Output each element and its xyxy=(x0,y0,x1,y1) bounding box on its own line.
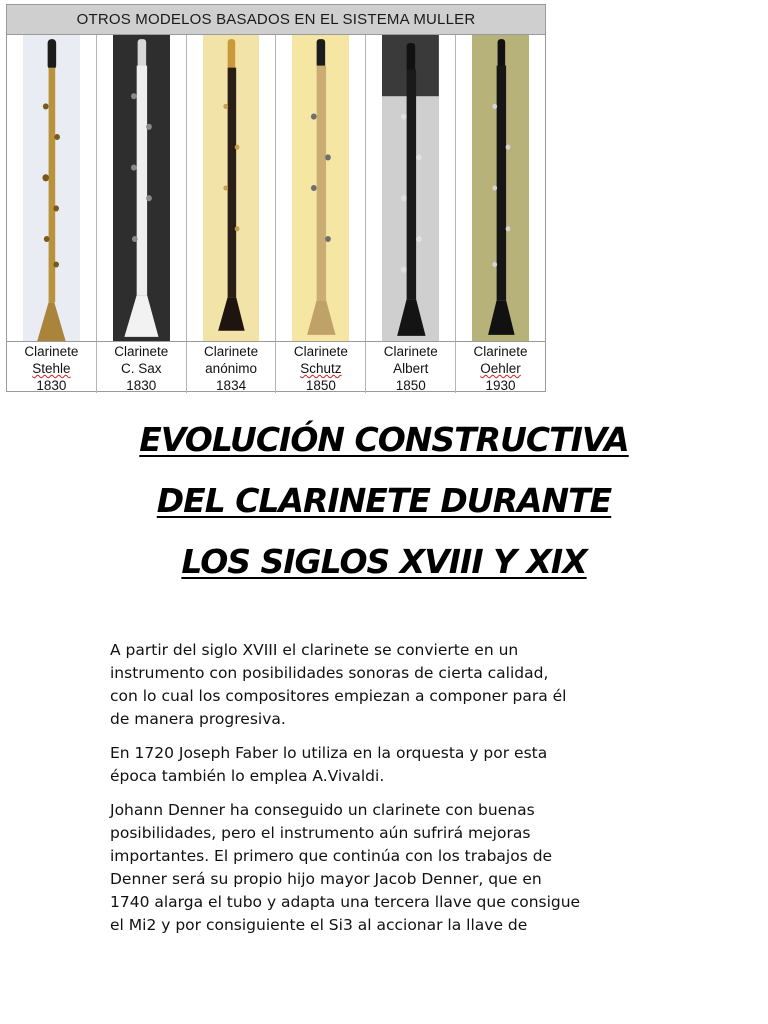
caption-sax xyxy=(97,342,187,393)
photo-cell-schutz xyxy=(276,35,366,341)
clarinet-schutz-image xyxy=(292,35,349,341)
caption-label: Clarinete xyxy=(383,344,438,359)
clarinet-models-figure xyxy=(6,4,546,392)
title-line-2: DEL CLARINETE DURANTE xyxy=(156,481,612,520)
clarinet-photos-row xyxy=(7,35,545,342)
caption-year: 1834 xyxy=(216,378,247,393)
caption-year: 1830 xyxy=(36,378,67,393)
caption-anonimo xyxy=(187,342,277,393)
caption-model-name: Oehler xyxy=(480,361,521,376)
caption-year: 1930 xyxy=(485,378,516,393)
photo-cell-stehle xyxy=(7,35,97,341)
caption-year: 1850 xyxy=(305,378,336,393)
caption-model-name: Albert xyxy=(393,361,429,376)
body-text xyxy=(110,639,670,948)
caption-year: 1830 xyxy=(126,378,157,393)
caption-model-name: Schutz xyxy=(300,361,342,376)
figure-header: OTROS MODELOS BASADOS EN EL SISTEMA MULLER xyxy=(7,5,545,35)
caption-oehler xyxy=(456,342,545,393)
caption-label: Clarinete xyxy=(473,344,528,359)
photo-cell-albert xyxy=(366,35,456,341)
caption-year: 1850 xyxy=(395,378,426,393)
caption-model-name: Stehle xyxy=(32,361,71,376)
captions-row xyxy=(7,342,545,393)
photo-cell-oehler xyxy=(456,35,545,341)
photo-cell-anonimo xyxy=(187,35,277,341)
caption-label: Clarinete xyxy=(293,344,348,359)
title-line-3: LOS SIGLOS XVIII Y XIX xyxy=(181,542,587,581)
caption-albert xyxy=(366,342,456,393)
clarinet-albert-image xyxy=(382,35,439,341)
caption-model-name: anónimo xyxy=(205,361,257,376)
paragraph-3: Johann Denner ha conseguido un clarinete con buenas posibilidades, pero el instrumento aún sufrirá mejoras importantes. El primero que continúa con los trabajos de Denner será su propio hijo mayor Jacob Denner, que en 1740 alarga el tubo y adapta una tercera llave que consigue el Mi2 y por consiguiente el Si3 al accionar la llave de xyxy=(110,801,581,934)
clarinet-sax-image xyxy=(113,35,170,341)
paragraph-2: En 1720 Joseph Faber lo utiliza en la orquesta y por esta época también lo emplea A.Vivaldi. xyxy=(110,744,548,785)
caption-label: Clarinete xyxy=(204,344,259,359)
clarinet-stehle-image xyxy=(23,35,80,341)
photo-cell-sax xyxy=(97,35,187,341)
caption-model-name: C. Sax xyxy=(120,361,162,376)
clarinet-oehler-image xyxy=(472,35,529,341)
caption-label: Clarinete xyxy=(114,344,169,359)
caption-label: Clarinete xyxy=(24,344,79,359)
document-title xyxy=(0,412,768,595)
caption-stehle xyxy=(7,342,97,393)
paragraph-1: A partir del siglo XVIII el clarinete se convierte en un instrumento con posibilidades sonoras de cierta calidad, con lo cual los compositores empiezan a componer para él de manera progresiva. xyxy=(110,641,567,728)
clarinet-anonimo-image xyxy=(203,35,260,341)
caption-schutz xyxy=(276,342,366,393)
title-line-1: EVOLUCIÓN CONSTRUCTIVA xyxy=(139,420,629,459)
